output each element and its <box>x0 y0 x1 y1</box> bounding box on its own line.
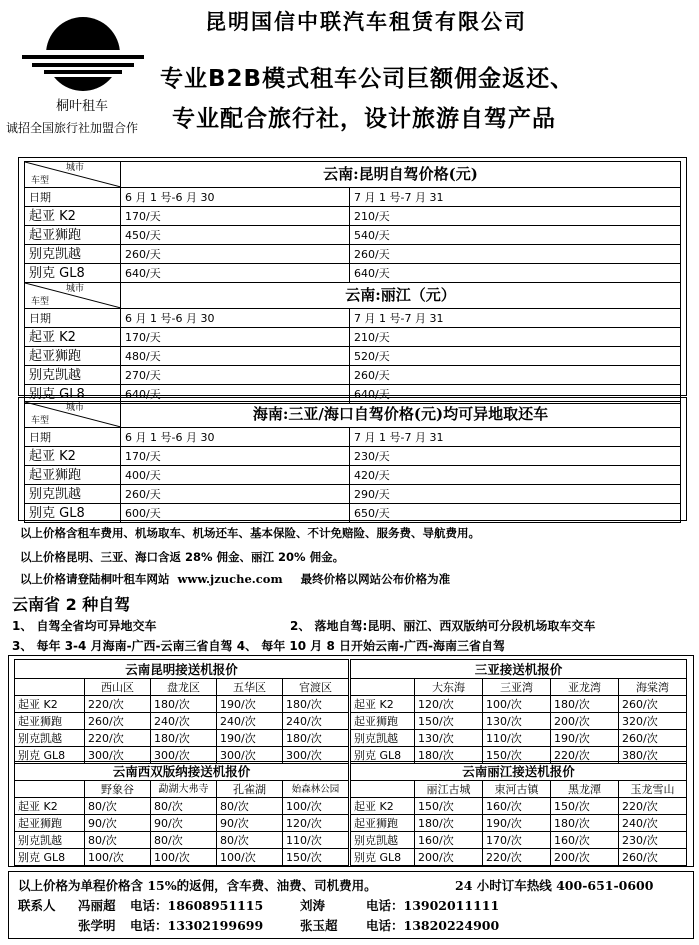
table-row: 别克 GL8 100/次 100/次 100/次 150/次 <box>15 849 349 866</box>
corner-car: 车型 <box>31 176 50 186</box>
corner-cell <box>25 162 121 188</box>
corner-city: 城市 <box>65 284 84 294</box>
zone-label: 勐湖大弗寺 <box>151 781 217 798</box>
table-row: 起亚狮跑 180/次 190/次 180/次 240/次 <box>351 815 687 832</box>
self-drive-table-hainan <box>24 401 681 523</box>
km-transfer-title: 云南昆明接送机报价 <box>15 660 349 679</box>
zone-label: 黑龙潭 <box>551 781 619 798</box>
table-row: 别克凯越 260/天 260/天 <box>25 245 681 264</box>
contact-phone-4: 电话：13820224900 <box>366 918 500 933</box>
slogan-line-2: 专业配合旅行社，设计旅游自驾产品 <box>172 106 556 132</box>
contact-name-3: 张学明 <box>78 918 116 933</box>
period-june: 6 月 1 号-6 月 30 <box>121 309 350 328</box>
table-row: 别克凯越 160/次 170/次 160/次 230/次 <box>351 832 687 849</box>
lj-transfer-title: 云南丽江接送机报价 <box>351 762 687 781</box>
self-drive-table-yunnan <box>24 161 681 404</box>
table-row: 别克 GL8 600/天 650/天 <box>25 504 681 523</box>
section-item-1: 1、 自驾全省均可异地交车 <box>12 619 157 633</box>
date-label: 日期 <box>25 309 121 328</box>
zone-label: 五华区 <box>217 679 283 696</box>
zone-label: 官渡区 <box>283 679 349 696</box>
section-item-3: 3、 每年 3-4 月海南-广西-云南三省自驾 4、 每年 10 月 8 日开始云南-广西-海南三省自驾 <box>12 639 505 653</box>
zone-label: 束河古镇 <box>483 781 551 798</box>
table-row: 起亚狮跑 450/天 540/天 <box>25 226 681 245</box>
period-july: 7 月 1 号-7 月 31 <box>350 188 681 207</box>
date-label: 日期 <box>25 428 121 447</box>
zone-label: 丽江古城 <box>415 781 483 798</box>
section-title: 云南省 2 种自驾 <box>12 595 131 614</box>
blank-cell <box>351 781 415 798</box>
sy-transfer-title: 三亚接送机报价 <box>351 660 687 679</box>
contact-name-2: 刘涛 <box>300 898 326 913</box>
zone-label: 海棠湾 <box>619 679 687 696</box>
hn-table-title: 海南:三亚/海口自驾价格(元)均可异地取还车 <box>121 402 681 428</box>
table-row: 起亚狮跑 90/次 90/次 90/次 120/次 <box>15 815 349 832</box>
table-row: 别克 GL8 640/天 640/天 <box>25 385 681 404</box>
zone-label: 始森林公园 <box>283 781 349 798</box>
zone-label: 大东海 <box>415 679 483 696</box>
website-link[interactable]: www.jzuche.com <box>177 572 283 586</box>
recruit-text: 诚招全国旅行社加盟合作 <box>6 121 139 135</box>
table-row: 别克凯越 130/次 110/次 190/次 260/次 <box>351 730 687 747</box>
note-includes: 以上价格含租车费用、机场取车、机场还车、基本保险、不计免赔险、服务费、导航费用。 <box>20 526 480 540</box>
date-label: 日期 <box>25 188 121 207</box>
period-july: 7 月 1 号-7 月 31 <box>350 428 681 447</box>
corner-car: 车型 <box>31 297 50 307</box>
contact-label: 联系人 <box>18 898 56 913</box>
transfer-table-sanya <box>350 659 687 764</box>
corner-city: 城市 <box>65 403 84 413</box>
contact-phone-3: 电话：13302199699 <box>130 918 264 933</box>
zone-label: 盘龙区 <box>151 679 217 696</box>
lj-table-title: 云南:丽江（元） <box>121 283 681 309</box>
slogan-line-1: 专业B2B模式租车公司巨额佣金返还、 <box>160 66 575 92</box>
table-row: 起亚狮跑 150/次 130/次 200/次 320/次 <box>351 713 687 730</box>
table-row: 起亚 K2 220/次 180/次 190/次 180/次 <box>15 696 349 713</box>
corner-cell <box>25 402 121 428</box>
table-row: 起亚 K2 170/天 210/天 <box>25 328 681 347</box>
table-row: 起亚狮跑 260/次 240/次 240/次 240/次 <box>15 713 349 730</box>
corner-city: 城市 <box>65 163 84 173</box>
transfer-table-xsbn <box>14 761 349 866</box>
note-website-suffix: 最终价格以网站公布价格为准 <box>300 572 451 586</box>
transfer-table-lijiang <box>350 761 687 866</box>
table-row: 起亚 K2 150/次 160/次 150/次 220/次 <box>351 798 687 815</box>
table-row: 别克 GL8 180/次 150/次 220/次 380/次 <box>351 747 687 764</box>
table-row: 别克 GL8 300/次 300/次 300/次 300/次 <box>15 747 349 764</box>
transfer-table-kunming <box>14 659 349 764</box>
period-june: 6 月 1 号-6 月 30 <box>121 428 350 447</box>
table-row: 起亚狮跑 400/天 420/天 <box>25 466 681 485</box>
table-row: 别克凯越 270/天 260/天 <box>25 366 681 385</box>
footer-note: 以上价格为单程价格含 15%的返佣，含车费、油费、司机费用。 <box>18 878 377 893</box>
table-row: 别克 GL8 640/天 640/天 <box>25 264 681 283</box>
table-row: 起亚 K2 170/天 230/天 <box>25 447 681 466</box>
table-row: 起亚 K2 120/次 100/次 180/次 260/次 <box>351 696 687 713</box>
zone-label: 玉龙雪山 <box>619 781 687 798</box>
table-row: 别克凯越 220/次 180/次 190/次 180/次 <box>15 730 349 747</box>
table-row: 别克 GL8 200/次 220/次 200/次 260/次 <box>351 849 687 866</box>
table-row: 起亚狮跑 480/天 520/天 <box>25 347 681 366</box>
section-item-2: 2、 落地自驾:昆明、丽江、西双版纳可分段机场取车交车 <box>290 619 596 633</box>
km-table-title: 云南:昆明自驾价格(元) <box>121 162 681 188</box>
zone-label: 野象谷 <box>85 781 151 798</box>
zone-label: 亚龙湾 <box>551 679 619 696</box>
zone-label: 孔雀湖 <box>217 781 283 798</box>
xsbn-transfer-title: 云南西双版纳接送机报价 <box>15 762 349 781</box>
contact-name-1: 冯丽超 <box>78 898 116 913</box>
note-website <box>20 571 450 587</box>
note-website-prefix: 以上价格请登陆桐叶租车网站 <box>20 572 170 586</box>
blank-cell <box>15 781 85 798</box>
table-row: 起亚 K2 80/次 80/次 80/次 100/次 <box>15 798 349 815</box>
brand-name: 桐叶租车 <box>56 99 109 114</box>
table-row: 起亚 K2 170/天 210/天 <box>25 207 681 226</box>
period-july: 7 月 1 号-7 月 31 <box>350 309 681 328</box>
zone-label: 西山区 <box>85 679 151 696</box>
table-row: 别克凯越 80/次 80/次 80/次 110/次 <box>15 832 349 849</box>
blank-cell <box>351 679 415 696</box>
note-commission: 以上价格昆明、三亚、海口含返 28% 佣金、丽江 20% 佣金。 <box>20 550 345 564</box>
company-name: 昆明国信中联汽车租赁有限公司 <box>205 9 527 34</box>
logo-emblem <box>18 14 148 94</box>
hotline: 24 小时订车热线 400-651-0600 <box>455 878 654 893</box>
table-row: 别克凯越 260/天 290/天 <box>25 485 681 504</box>
blank-cell <box>15 679 85 696</box>
contact-phone-1: 电话：18608951115 <box>130 898 264 913</box>
period-june: 6 月 1 号-6 月 30 <box>121 188 350 207</box>
corner-cell <box>25 283 121 309</box>
contact-phone-2: 电话：13902011111 <box>366 898 500 913</box>
contact-name-4: 张玉超 <box>300 918 338 933</box>
corner-car: 车型 <box>31 416 50 426</box>
zone-label: 三亚湾 <box>483 679 551 696</box>
